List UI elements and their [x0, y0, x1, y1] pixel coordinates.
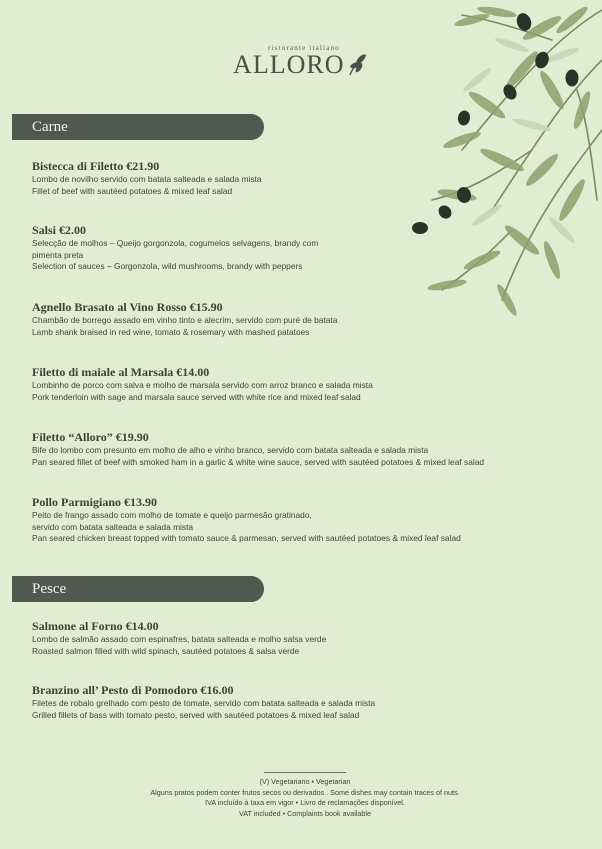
- menu-item: [32, 430, 572, 468]
- menu-item-title: Agnello Brasato al Vino Rosso €15.90: [32, 300, 223, 314]
- logo-subtitle: ristorante italiano: [268, 44, 340, 52]
- menu-footer: [120, 772, 490, 819]
- menu-item: [32, 495, 572, 545]
- menu-item-desc-en: Grilled fillets of bass with tomato pesto, served with sautéed potatoes & mixed leaf salad: [32, 709, 360, 720]
- footer-divider: [264, 772, 346, 773]
- menu-item-desc-pt: servido com batata salteada e salada mista: [32, 521, 194, 532]
- logo-name: ALLORO: [233, 50, 345, 79]
- footer-vat-note-pt: IVA incluído à taxa em vigor • Livro de reclamações disponível.: [205, 798, 405, 807]
- menu-item-desc-en: Selection of sauces – Gorgonzola, wild mushrooms, brandy with peppers: [32, 261, 303, 271]
- section-header-carne: Carne: [12, 114, 264, 140]
- menu-item-title: Salmone al Forno €14.00: [32, 619, 159, 633]
- menu-item-desc-pt: Lombo de salmão assado com espinafres, batata salteada e molho salsa verde: [32, 634, 327, 644]
- menu-item-desc-en: Fillet of beef with sautéed potatoes & mixed leaf salad: [32, 185, 233, 196]
- menu-item-desc-pt: Filetes de robalo grelhado com pesto de tomate, servido com batata salteada e salada mista: [32, 698, 376, 708]
- menu-item-title: Salsi €2.00: [32, 223, 87, 237]
- menu-item-desc-en: Pork tenderloin with sage and marsala sauce served with white rice and mixed leaf salad: [32, 391, 361, 402]
- menu-item-desc-en: Pan seared fillet of beef with smoked ham in a garlic & white wine sauce, served with sautéed potatoes & mixed leaf salad: [32, 456, 485, 467]
- footer-allergen-note: Alguns pratos podem conter frutos secos ou derivados . Some dishes may contain traces of nuts.: [150, 787, 460, 797]
- menu-item-desc-pt: Lombo de novilho servido com batata salteada e salada mista: [32, 174, 262, 184]
- menu-item: [32, 683, 572, 721]
- menu-item: [32, 223, 572, 273]
- footer-vegetarian-note: (V) Vegetariano • Vegetarian: [259, 777, 351, 786]
- menu-item-desc-en: Pan seared chicken breast topped with tomato sauce & parmesan, served with sautéed potatoes & mixed leaf salad: [32, 533, 461, 543]
- menu-item-desc-pt: Selecção de molhos – Queijo gorgonzola, cogumelos selvagens, brandy com: [32, 238, 319, 248]
- menu-item-title: Filetto “Alloro” €19.90: [32, 430, 149, 444]
- section-header-pesce: Pesce: [12, 576, 264, 602]
- menu-item-desc-pt: Chambão de borrego assado em vinho tinto e alecrim, servido com puré de batata: [32, 315, 338, 325]
- menu-item: [32, 365, 572, 403]
- menu-item-desc-en: Lamb shank braised in red wine, tomato & rosemary with mashed patatoes: [32, 326, 310, 337]
- menu-item-title: Branzino all’ Pesto di Pomodoro €16.00: [32, 683, 234, 697]
- menu-item-desc-pt: Bife do lombo com presunto em molho de alho e vinho branco, servido com batata salteada e salada mista: [32, 445, 429, 455]
- menu-item-title: Pollo Parmigiano €13.90: [32, 495, 157, 509]
- menu-item-desc-en: Roasted salmon filled with wild spinach, sautéed potatoes & salsa verde: [32, 645, 300, 656]
- menu-item: [32, 159, 572, 197]
- menu-item-desc-pt: Lombinho de porco com salva e molho de marsala servido com arroz branco e salada mista: [32, 380, 373, 390]
- menu-item-title: Bistecca di Filetto €21.90: [32, 159, 160, 173]
- laurel-leaf-icon: [347, 53, 369, 77]
- menu-item-desc-pt: Peito de frango assado com molho de tomate e queijo parmesão gratinado,: [32, 510, 312, 520]
- menu-item-desc-pt: pimenta preta: [32, 249, 84, 260]
- menu-item: [32, 619, 572, 657]
- restaurant-logo: [226, 44, 376, 78]
- footer-vat-note-en: VAT included • Complaints book available: [239, 808, 371, 818]
- menu-item-title: Filetto di maiale al Marsala €14.00: [32, 365, 210, 379]
- menu-item: [32, 300, 572, 338]
